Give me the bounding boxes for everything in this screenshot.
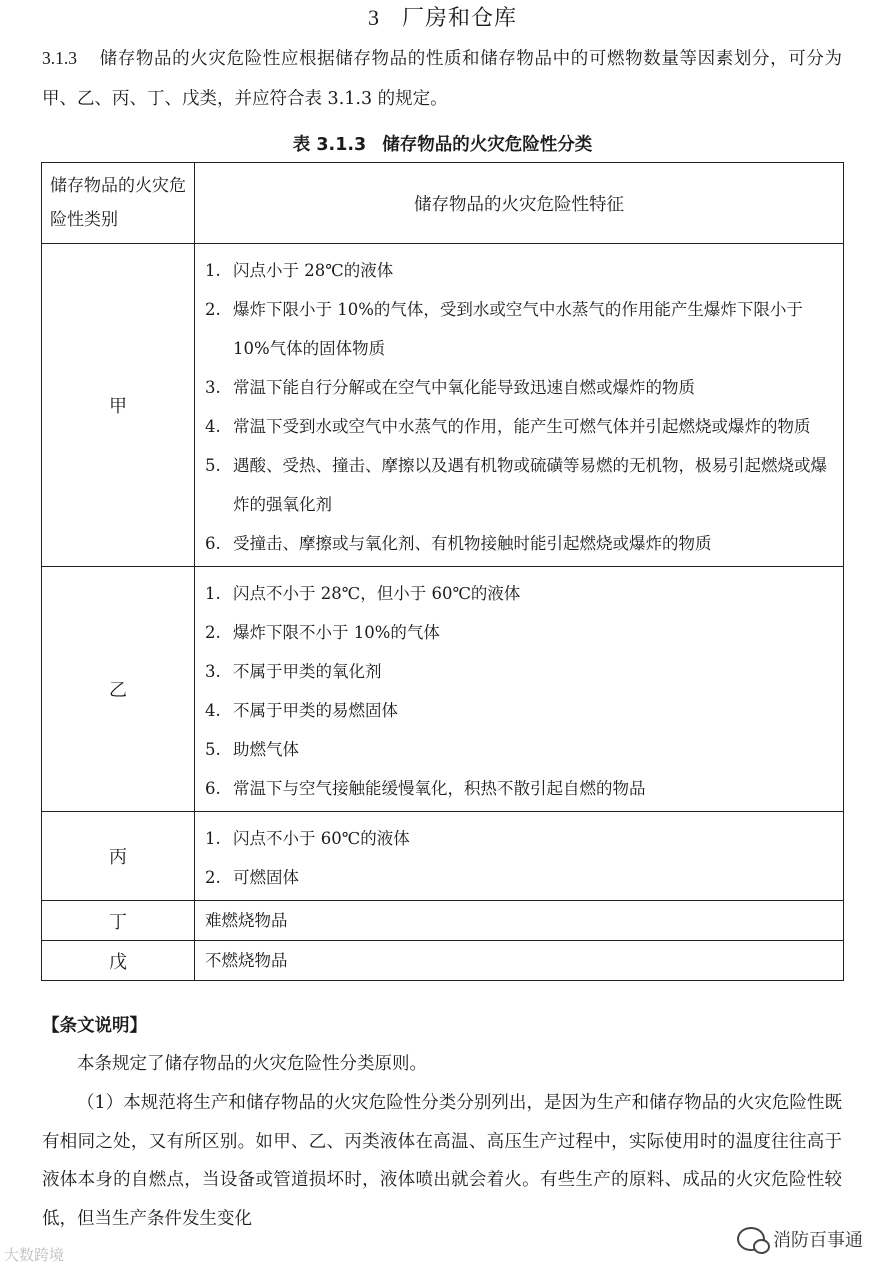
table-caption bbox=[0, 130, 885, 160]
feature-item: 4. 常温下受到水或空气中水蒸气的作用，能产生可燃气体并引起燃烧或爆炸的物质 bbox=[205, 417, 811, 436]
clause-number: 3.1.3 bbox=[42, 48, 77, 68]
table-row bbox=[42, 244, 844, 567]
feature-item: 2. 爆炸下限不小于 10%的气体 bbox=[205, 623, 440, 642]
feature-item: 4. 不属于甲类的易燃固体 bbox=[205, 701, 398, 720]
feature-cell: 难燃烧物品 bbox=[195, 901, 844, 941]
feature-item: 3. 常温下能自行分解或在空气中氧化能导致迅速自燃或爆炸的物质 bbox=[205, 378, 695, 397]
table-row bbox=[42, 812, 844, 901]
table-caption-number: 表 3.1.3 bbox=[292, 135, 367, 155]
explanation-heading: 【条文说明】 bbox=[42, 1016, 147, 1036]
class-cell: 戊 bbox=[42, 941, 195, 981]
chapter-number: 3 bbox=[367, 5, 380, 30]
table-header-row bbox=[42, 163, 844, 244]
wechat-icon bbox=[737, 1227, 765, 1251]
watermark-right bbox=[733, 1224, 867, 1254]
watermark-left: 大数跨境 bbox=[4, 1246, 65, 1264]
feature-item: 1. 闪点不小于 60℃的液体 bbox=[205, 829, 410, 848]
feature-item: 5. 遇酸、受热、撞击、摩擦以及遇有机物或硫磺等易燃的无机物，极易引起燃烧或爆炸的强氧化剂 bbox=[205, 456, 827, 514]
table-caption-title: 储存物品的火灾危险性分类 bbox=[382, 135, 593, 155]
feature-item: 1. 闪点小于 28℃的液体 bbox=[205, 261, 394, 280]
feature-item: 5. 助燃气体 bbox=[205, 740, 299, 759]
feature-item: 1. 闪点不小于 28℃，但小于 60℃的液体 bbox=[205, 584, 521, 603]
table-row bbox=[42, 567, 844, 812]
page-heading bbox=[0, 2, 885, 35]
class-cell: 丁 bbox=[42, 901, 195, 941]
chapter-title: 厂房和仓库 bbox=[401, 6, 517, 31]
feature-item: 2. 可燃固体 bbox=[205, 868, 299, 887]
feature-item: 6. 受撞击、摩擦或与氧化剂、有机物接触时能引起燃烧或爆炸的物质 bbox=[205, 534, 712, 553]
explanation-paragraph-1: 本条规定了储存物品的火灾危险性分类原则。 bbox=[77, 1054, 427, 1074]
class-cell: 丙 bbox=[42, 812, 195, 901]
hazard-classification-table bbox=[41, 162, 844, 981]
feature-item: 6. 常温下与空气接触能缓慢氧化，积热不散引起自燃的物品 bbox=[205, 779, 646, 798]
feature-item: 2. 爆炸下限小于 10%的气体，受到水或空气中水蒸气的作用能产生爆炸下限小于 10%气体的固体物质 bbox=[205, 300, 803, 358]
explanation-paragraph-2: （1）本规范将生产和储存物品的火灾危险性分类分别列出，是因为生产和储存物品的火灾危险性既有相同之处，又有所区别。如甲、乙、丙类液体在高温、高压生产过程中，实际使用时的温度往往高于液体本身的自燃点，当设备或管道损坏时，液体喷出就会着火。有些生产的原料、成品的火灾危险性较低，但当生产条件发生变化 bbox=[42, 1093, 842, 1229]
clause-text: 储存物品的火灾危险性应根据储存物品的性质和储存物品中的可燃物数量等因素划分，可分为甲、乙、丙、丁、戊类，并应符合表 3.1.3 的规定。 bbox=[42, 49, 842, 109]
class-cell: 甲 bbox=[42, 244, 195, 567]
feature-cell bbox=[195, 567, 844, 812]
table-row bbox=[42, 941, 844, 981]
feature-cell bbox=[195, 244, 844, 567]
watermark-right-text: 消防百事通 bbox=[773, 1230, 863, 1251]
table-row bbox=[42, 901, 844, 941]
class-cell: 乙 bbox=[42, 567, 195, 812]
clause-paragraph bbox=[42, 38, 842, 119]
header-feature-column: 储存物品的火灾危险性特征 bbox=[195, 163, 844, 244]
feature-cell: 不燃烧物品 bbox=[195, 941, 844, 981]
feature-cell bbox=[195, 812, 844, 901]
feature-item: 3. 不属于甲类的氧化剂 bbox=[205, 662, 382, 681]
header-class-column: 储存物品的火灾危险性类别 bbox=[42, 163, 195, 244]
